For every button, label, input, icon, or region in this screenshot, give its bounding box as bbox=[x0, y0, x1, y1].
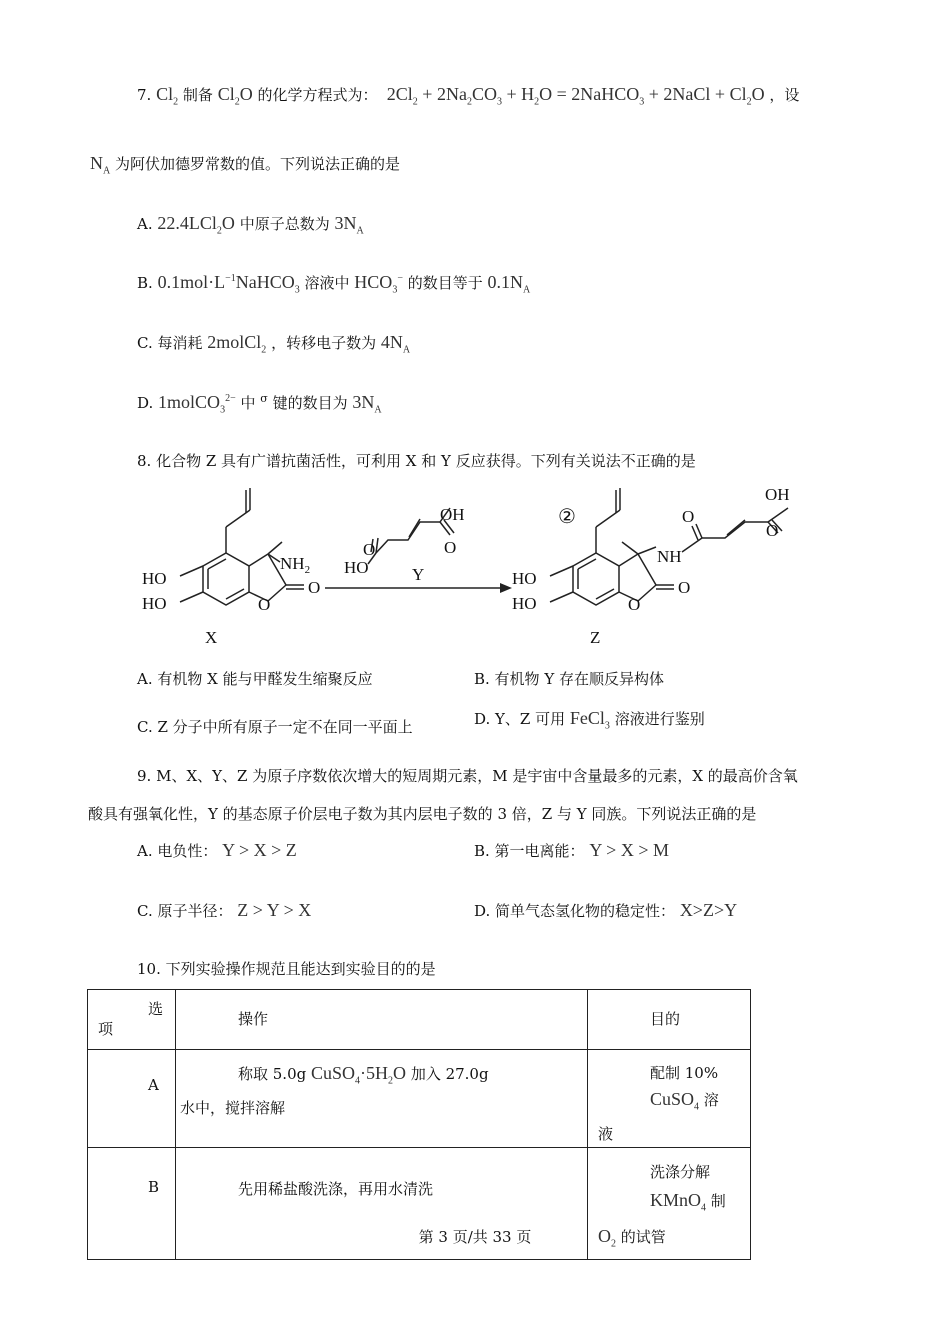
header-text: 选 bbox=[148, 1000, 164, 1018]
benzene-ring-z bbox=[573, 553, 619, 605]
q9-option-a bbox=[137, 840, 297, 861]
cell-text: 加入 27.0g bbox=[410, 1065, 489, 1083]
formula: $0.1N_A$ bbox=[487, 272, 531, 296]
option-text: 溶液进行鉴别 bbox=[614, 710, 705, 728]
cell-text: 配制 10% bbox=[650, 1064, 719, 1082]
formula-na: $N_A$ bbox=[90, 153, 111, 177]
formula-cl2: $Cl_2$ bbox=[156, 84, 179, 108]
cell-text: 的试管 bbox=[620, 1228, 666, 1247]
option-label: A. 电负性： bbox=[137, 842, 218, 860]
q10-stem: 10. 下列实验操作规范且能达到实验目的的是 bbox=[137, 960, 436, 978]
formula: CuSO$_4$ bbox=[650, 1089, 700, 1113]
q9-stem-line2: 酸具有强氧化性，Y 的基态原子价层电子数为其内层电子数的 3 倍，Z 与 Y 同族。下列说法正确的是 bbox=[88, 805, 757, 823]
formula-cl2o: $Cl_2O$ bbox=[217, 84, 253, 108]
o-label: O bbox=[444, 538, 457, 557]
q7-text: 为阿伏加德罗常数的值。下列说法正确的是 bbox=[115, 155, 401, 173]
option-text: 键的数目为 bbox=[272, 394, 348, 412]
formula-fecl3: FeCl$_3$ bbox=[569, 708, 610, 732]
formula: Y > X > M bbox=[589, 840, 669, 860]
q7-text: ，设 bbox=[769, 86, 800, 104]
ho-label: HO bbox=[344, 558, 369, 577]
cell-text: 洗涤分解 bbox=[650, 1162, 711, 1181]
row-goal bbox=[588, 1050, 751, 1148]
experiment-table bbox=[87, 989, 751, 1260]
cell-text: 水中，搅拌溶解 bbox=[180, 1098, 286, 1117]
ho-label: HO bbox=[512, 569, 537, 588]
q8-stem: 8. 化合物 Z 具有广谱抗菌活性，可利用 X 和 Y 反应获得。下列有关说法不正确的是 bbox=[137, 452, 696, 470]
option-text: 中原子总数为 bbox=[239, 215, 330, 233]
o-label: O bbox=[363, 540, 376, 559]
ring-o-label: O bbox=[258, 595, 271, 614]
table-header-row bbox=[88, 990, 751, 1050]
q9-stem-line1: 9. M、X、Y、Z 为原子序数依次增大的短周期元素，M 是宇宙中含量最多的元素，X 的最高价含氧 bbox=[137, 767, 798, 785]
q9-option-b bbox=[474, 840, 669, 861]
option-text: D. Y、Z 可用 bbox=[474, 710, 566, 728]
q7-option-c bbox=[137, 332, 410, 356]
header-goal: 目的 bbox=[588, 990, 751, 1050]
header-operation: 操作 bbox=[176, 990, 588, 1050]
q7-line2 bbox=[90, 153, 400, 177]
formula: $CuSO_4\cdot 5H_2O$ bbox=[311, 1063, 407, 1087]
o-label: O bbox=[766, 521, 779, 540]
cell-text: 称取 5.0g bbox=[238, 1065, 307, 1083]
reaction-scheme bbox=[120, 480, 820, 655]
equation: $2Cl_2 + 2Na_2CO_3 + H_2O$ = 2NaHCO$_3$ + 2NaCl + $Cl_2O$ bbox=[382, 84, 765, 108]
cell-text: 制 bbox=[710, 1191, 726, 1210]
q7-text: 的化学方程式为： bbox=[257, 86, 378, 104]
q8-option-d bbox=[474, 708, 705, 732]
option-label: C. 原子半径： bbox=[137, 902, 233, 920]
formula: Z > Y > X bbox=[237, 900, 312, 920]
formula: Y > X > Z bbox=[222, 840, 297, 860]
oh-label: OH bbox=[765, 485, 790, 504]
formula: $3N_A$ bbox=[352, 392, 382, 416]
q7-text: 制备 bbox=[182, 86, 213, 104]
formula: 22.4LCl$_2$O bbox=[157, 213, 235, 237]
option-label: B. bbox=[137, 274, 153, 292]
formula: $O_2$ bbox=[598, 1226, 616, 1250]
option-label: B. 第一电离能： bbox=[474, 842, 585, 860]
formula: X>Z>Y bbox=[679, 900, 738, 920]
row-key: B bbox=[88, 1147, 176, 1259]
formula: 1molCO$_3^{2-}$ bbox=[158, 392, 236, 416]
page-footer: 第 3 页/共 33 页 bbox=[418, 1228, 532, 1246]
header-text: 项 bbox=[98, 1020, 114, 1038]
formula: $4N_A$ bbox=[380, 332, 411, 356]
label-y: Y bbox=[412, 565, 425, 584]
ho-label: HO bbox=[142, 594, 167, 613]
option-text: 中 bbox=[240, 394, 256, 412]
cell-text: 溶 bbox=[703, 1091, 719, 1109]
q7-number: 7. bbox=[137, 86, 152, 104]
sigma-symbol: σ bbox=[260, 392, 268, 405]
q7-line1 bbox=[137, 84, 799, 108]
option-label: C. 每消耗 bbox=[137, 334, 203, 352]
nh2-label: $NH_2$ bbox=[280, 554, 311, 576]
formula: $HCO_3^-$ bbox=[354, 272, 403, 296]
q7-option-a bbox=[137, 213, 364, 237]
o-label: O bbox=[682, 507, 695, 526]
formula: $3N_A$ bbox=[334, 213, 364, 237]
q7-option-d bbox=[137, 392, 382, 416]
oh-label: OH bbox=[440, 505, 465, 524]
label-x: X bbox=[205, 628, 218, 647]
row-operation bbox=[176, 1050, 588, 1148]
option-label: A. bbox=[137, 215, 153, 233]
cell-text: 液 bbox=[598, 1124, 614, 1143]
label-z: Z bbox=[590, 628, 601, 647]
ring-o-label: O bbox=[628, 595, 641, 614]
formula: KMnO$_4$ bbox=[650, 1189, 707, 1214]
q8-option-b: B. 有机物 Y 存在顺反异构体 bbox=[474, 670, 664, 688]
option-label: D. 简单气态氢化物的稳定性： bbox=[474, 902, 676, 920]
q8-option-a: A. 有机物 X 能与甲醛发生缩聚反应 bbox=[137, 670, 373, 688]
benzene-ring-x bbox=[203, 553, 249, 605]
table-row bbox=[88, 1050, 751, 1148]
carbonyl-o-label: O bbox=[308, 578, 321, 597]
header-option bbox=[88, 990, 176, 1050]
nh-label: NH bbox=[657, 547, 682, 566]
row-key: A bbox=[88, 1050, 176, 1148]
option-text: 的数目等于 bbox=[407, 274, 483, 292]
formula: 2molCl$_2$ bbox=[207, 332, 267, 356]
ho-label: HO bbox=[512, 594, 537, 613]
option-text: ，转移电子数为 bbox=[271, 334, 377, 352]
ho-label: HO bbox=[142, 569, 167, 588]
option-text: 溶液中 bbox=[304, 274, 350, 292]
q8-option-c: C. Z 分子中所有原子一定不在同一平面上 bbox=[137, 718, 413, 736]
option-label: D. bbox=[137, 394, 154, 412]
q9-option-d bbox=[474, 900, 737, 921]
formula: $0.1mol\cdot L^{-1}NaHCO_3$ bbox=[157, 272, 300, 296]
row-operation: 先用稀盐酸洗涤，再用水清洗 bbox=[176, 1147, 588, 1259]
q9-option-c bbox=[137, 900, 311, 921]
q7-option-b bbox=[137, 272, 530, 296]
carbonyl-o-label: O bbox=[678, 578, 691, 597]
circled-number: ② bbox=[558, 506, 576, 528]
